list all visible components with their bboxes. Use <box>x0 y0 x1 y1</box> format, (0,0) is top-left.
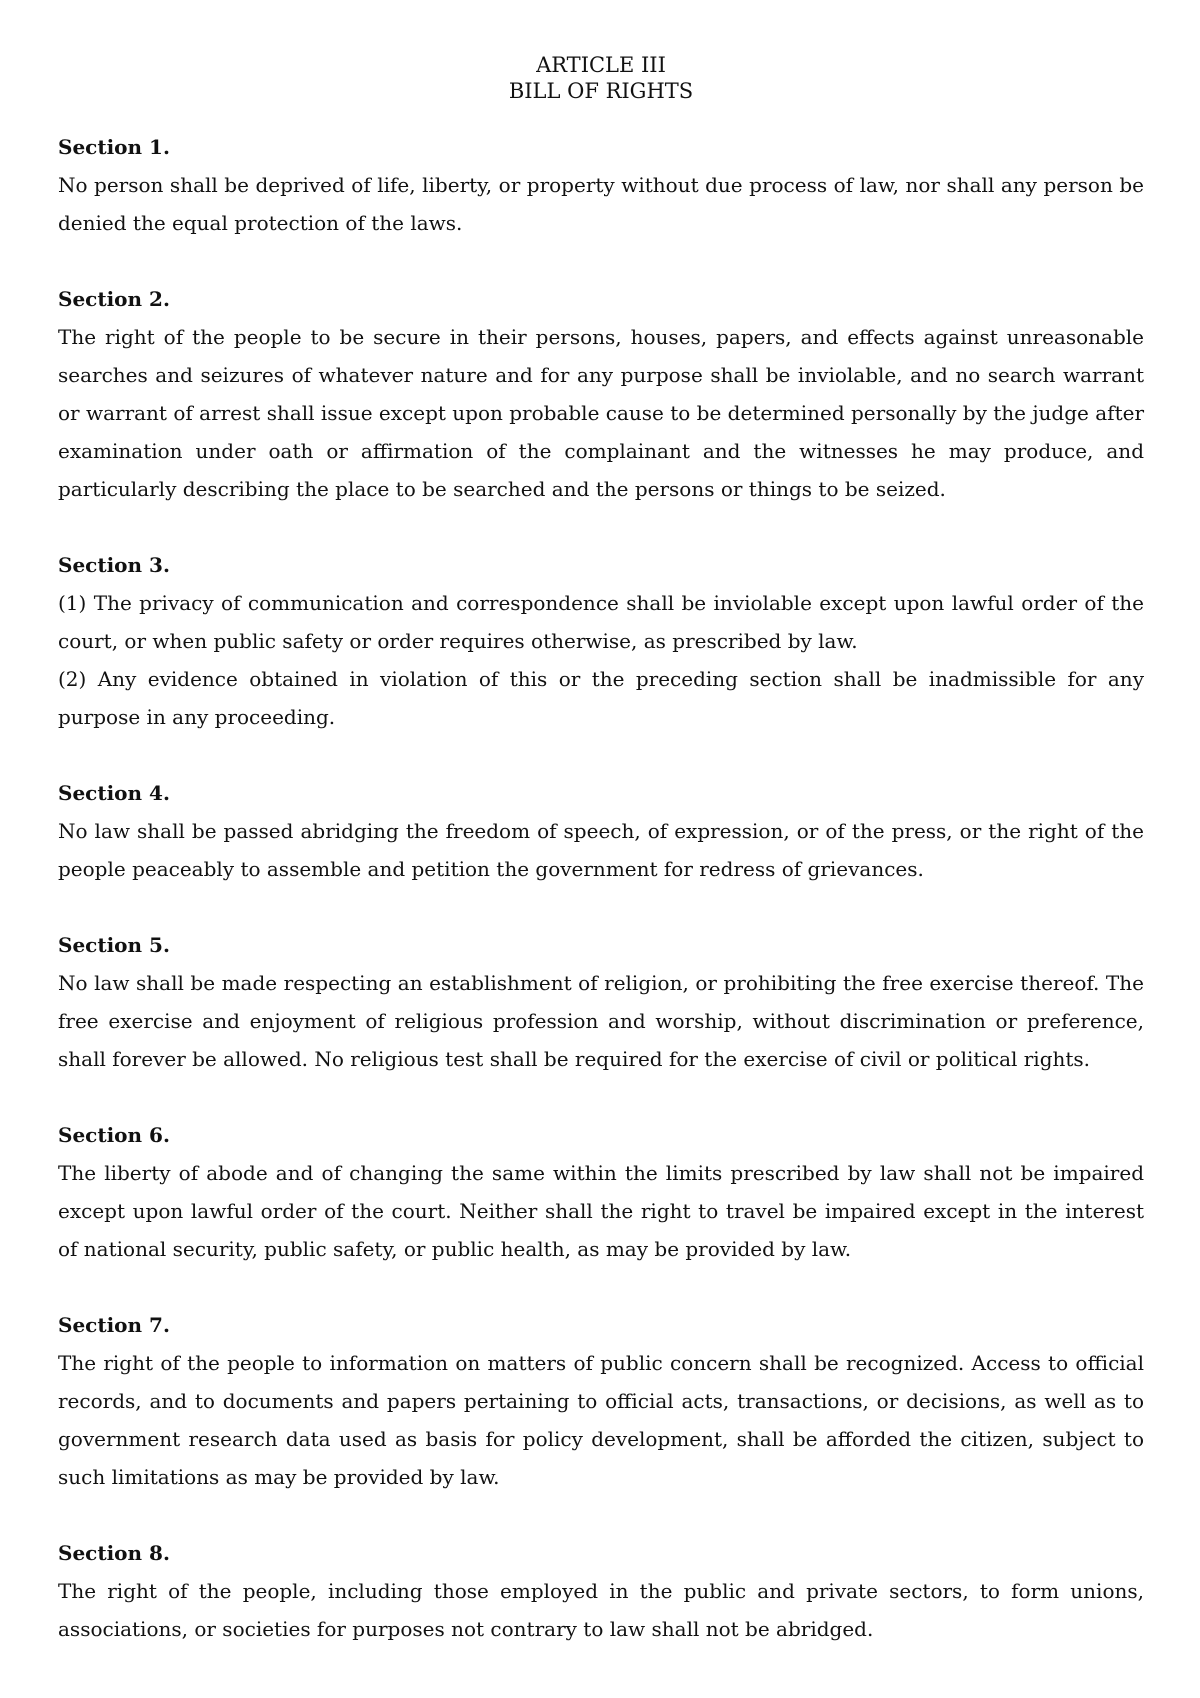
section-title: Section 3. <box>58 553 170 577</box>
section-title: Section 5. <box>58 933 170 957</box>
article-number: ARTICLE III <box>536 53 666 77</box>
section <box>58 128 1144 242</box>
section <box>58 280 1144 508</box>
section-paragraph: The right of the people to information on matters of public concern shall be recognized. Access to official records, and to documents and papers pertaining to official acts, transactions, or decisions, as well as to government research data used as basis for policy development, shall be afforded the citizen, subject to such limitations as may be provided by law. <box>58 1351 1144 1489</box>
section-paragraph: The right of the people to be secure in their persons, houses, papers, and effects against unreasonable searches and seizures of whatever nature and for any purpose shall be inviolable, and no search warrant or warrant of arrest shall issue except upon probable cause to be determined personally by the judge after examination under oath or affirmation of the complainant and the witnesses he may produce, and particularly describing the place to be searched and the persons or things to be seized. <box>58 325 1144 501</box>
section-title: Section 1. <box>58 135 170 159</box>
section-paragraph: The liberty of abode and of changing the same within the limits prescribed by law shall not be impaired except upon lawful order of the court. Neither shall the right to travel be impaired except in the interest of national security, public safety, or public health, as may be provided by law. <box>58 1161 1144 1261</box>
section <box>58 774 1144 888</box>
section <box>58 926 1144 1078</box>
section-paragraph: No person shall be deprived of life, liberty, or property without due process of law, nor shall any person be denied the equal protection of the laws. <box>58 173 1144 235</box>
section-paragraph: (2) Any evidence obtained in violation of this or the preceding section shall be inadmissible for any purpose in any proceeding. <box>58 667 1144 729</box>
section-title: Section 6. <box>58 1123 170 1147</box>
section <box>58 1534 1144 1648</box>
article-title: BILL OF RIGHTS <box>508 79 694 103</box>
section-title: Section 4. <box>58 781 170 805</box>
section <box>58 1116 1144 1268</box>
section-paragraph: No law shall be made respecting an establishment of religion, or prohibiting the free exercise thereof. The free exercise and enjoyment of religious profession and worship, without discrimination or preference, shall forever be allowed. No religious test shall be required for the exercise of civil or political rights. <box>58 971 1144 1071</box>
section <box>58 1306 1144 1496</box>
section-paragraph: No law shall be passed abridging the freedom of speech, of expression, or of the press, or the right of the people peaceably to assemble and petition the government for redress of grievances. <box>58 819 1144 881</box>
section-title: Section 7. <box>58 1313 170 1337</box>
document-header <box>58 52 1144 104</box>
section-paragraph: (1) The privacy of communication and correspondence shall be inviolable except upon lawful order of the court, or when public safety or order requires otherwise, as prescribed by law. <box>58 591 1144 653</box>
section-paragraph: The right of the people, including those employed in the public and private sectors, to form unions, associations, or societies for purposes not contrary to law shall not be abridged. <box>58 1579 1144 1641</box>
section <box>58 546 1144 736</box>
section-title: Section 2. <box>58 287 170 311</box>
section-title: Section 8. <box>58 1541 170 1565</box>
document-page <box>58 52 1144 1686</box>
